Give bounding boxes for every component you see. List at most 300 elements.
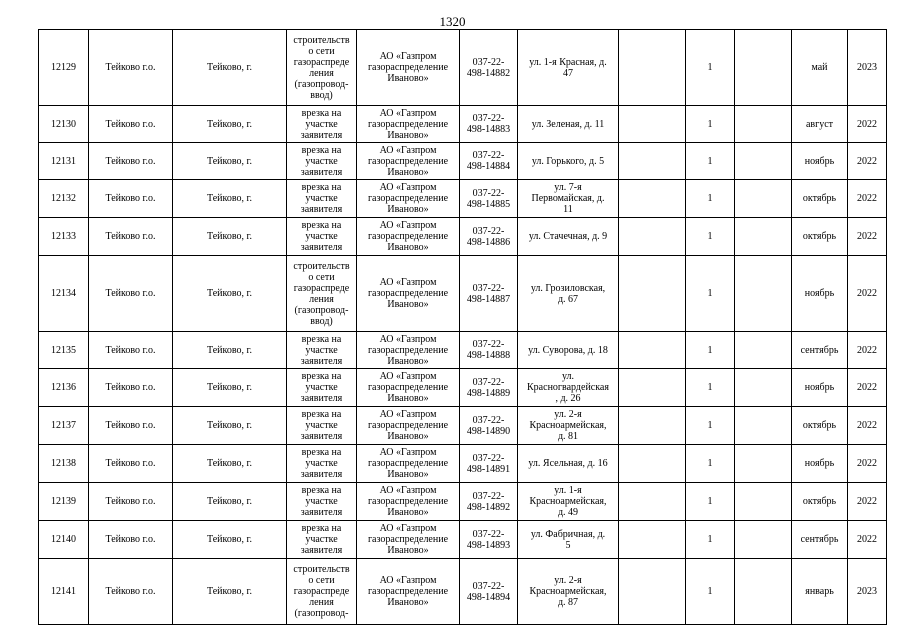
work-type-cell-text: врезка на участке заявителя: [300, 523, 343, 556]
year-cell: [848, 106, 887, 143]
address-cell: [518, 445, 619, 483]
table-row: [39, 106, 887, 143]
row-number-text: 12134: [51, 288, 76, 299]
empty-cell: [619, 483, 686, 521]
work-type-cell-text: врезка на участке заявителя: [300, 447, 343, 480]
count-cell-text: 1: [707, 382, 713, 393]
address-cell-text: ул. 2-я Красноармейская, д. 81: [529, 409, 607, 442]
row-number-text: 12137: [51, 420, 76, 431]
table-row: [39, 369, 887, 407]
code-cell-text: 037-22- 498-14885: [466, 187, 511, 210]
district-cell: [89, 445, 173, 483]
district-cell-text: Тейково г.о.: [105, 496, 156, 507]
work-type-cell-text: врезка на участке заявителя: [300, 371, 343, 404]
address-cell: [518, 218, 619, 256]
code-cell: [460, 106, 518, 143]
locality-cell-text: Тейково, г.: [207, 288, 252, 299]
district-cell: [89, 407, 173, 445]
work-type-cell: [287, 559, 357, 625]
month-cell-text: сентябрь: [800, 344, 839, 356]
code-cell: [460, 369, 518, 407]
locality-cell-text: Тейково, г.: [207, 155, 252, 167]
code-cell: [460, 143, 518, 180]
month-cell-text: октябрь: [802, 496, 837, 507]
code-cell: [460, 218, 518, 256]
empty-cell: [619, 559, 686, 625]
organization-cell: [357, 30, 460, 106]
count-cell-text: 1: [707, 231, 713, 242]
organization-cell: [357, 483, 460, 521]
count-cell-text: 1: [707, 288, 713, 299]
year-cell-text: 2022: [857, 458, 877, 469]
registry-table: [38, 29, 887, 625]
work-type-cell-text: врезка на участке заявителя: [300, 409, 343, 442]
count-cell: [686, 407, 735, 445]
count-cell: [686, 559, 735, 625]
code-cell-text: 037-22- 498-14884: [466, 150, 511, 172]
code-cell: [460, 483, 518, 521]
year-cell: [848, 218, 887, 256]
locality-cell-text: Тейково, г.: [207, 496, 252, 507]
address-cell-text: ул. Горького, д. 5: [531, 155, 605, 167]
work-type-cell: [287, 369, 357, 407]
district-cell-text: Тейково г.о.: [105, 458, 156, 469]
organization-cell-text: АО «Газпром газораспределение Иваново»: [367, 144, 449, 178]
empty-cell: [735, 106, 792, 143]
organization-cell-text: АО «Газпром газораспределение Иваново»: [367, 523, 449, 556]
empty-cell: [619, 218, 686, 256]
organization-cell-text: АО «Газпром газораспределение Иваново»: [367, 182, 449, 215]
work-type-cell-text: врезка на участке заявителя: [300, 182, 343, 215]
row-number: [39, 180, 89, 218]
code-cell-text: 037-22- 498-14886: [466, 225, 511, 248]
locality-cell: [173, 332, 287, 369]
address-cell-text: ул. Грозиловская, д. 67: [530, 282, 606, 305]
locality-cell: [173, 407, 287, 445]
table-row: [39, 332, 887, 369]
month-cell: [792, 256, 848, 332]
table-row: [39, 30, 887, 106]
organization-cell: [357, 521, 460, 559]
month-cell: [792, 218, 848, 256]
locality-cell: [173, 180, 287, 218]
count-cell: [686, 143, 735, 180]
empty-cell: [619, 369, 686, 407]
code-cell-text: 037-22- 498-14890: [466, 414, 511, 437]
row-number-text: 12133: [51, 231, 76, 242]
year-cell-text: 2022: [857, 231, 877, 242]
row-number-text: 12129: [51, 62, 76, 73]
row-number: [39, 369, 89, 407]
count-cell: [686, 218, 735, 256]
work-type-cell-text: строительств о сети газораспреде ления (газопровод-: [293, 564, 350, 619]
district-cell-text: Тейково г.о.: [105, 382, 156, 393]
table-body: [39, 30, 887, 625]
row-number-text: 12139: [51, 496, 76, 507]
address-cell: [518, 521, 619, 559]
work-type-cell: [287, 180, 357, 218]
year-cell-text: 2022: [857, 118, 877, 130]
district-cell: [89, 256, 173, 332]
address-cell: [518, 332, 619, 369]
district-cell-text: Тейково г.о.: [105, 231, 156, 242]
organization-cell-text: АО «Газпром газораспределение Иваново»: [367, 447, 449, 480]
month-cell-text: январь: [805, 586, 834, 597]
count-cell-text: 1: [707, 155, 713, 167]
organization-cell: [357, 369, 460, 407]
code-cell: [460, 445, 518, 483]
code-cell: [460, 559, 518, 625]
empty-cell: [735, 521, 792, 559]
empty-cell: [619, 180, 686, 218]
locality-cell: [173, 369, 287, 407]
empty-cell: [735, 143, 792, 180]
address-cell: [518, 30, 619, 106]
work-type-cell-text: врезка на участке заявителя: [300, 144, 343, 178]
month-cell-text: ноябрь: [804, 288, 835, 299]
work-type-cell: [287, 332, 357, 369]
code-cell: [460, 407, 518, 445]
address-cell-text: ул. Стачечная, д. 9: [528, 231, 608, 242]
address-cell-text: ул. Суворова, д. 18: [528, 344, 608, 356]
month-cell: [792, 445, 848, 483]
row-number: [39, 106, 89, 143]
year-cell-text: 2022: [857, 420, 877, 431]
month-cell-text: ноябрь: [804, 155, 835, 167]
address-cell-text: ул. 1-я Красноармейская, д. 49: [529, 485, 607, 518]
year-cell: [848, 559, 887, 625]
code-cell: [460, 256, 518, 332]
work-type-cell: [287, 483, 357, 521]
month-cell-text: октябрь: [802, 231, 837, 242]
organization-cell: [357, 445, 460, 483]
month-cell: [792, 521, 848, 559]
empty-cell: [735, 256, 792, 332]
code-cell-text: 037-22- 498-14882: [466, 56, 511, 79]
code-cell: [460, 332, 518, 369]
year-cell-text: 2022: [857, 155, 877, 167]
code-cell-text: 037-22- 498-14887: [466, 282, 511, 305]
table-row: [39, 445, 887, 483]
locality-cell-text: Тейково, г.: [207, 118, 252, 130]
code-cell-text: 037-22- 498-14888: [466, 339, 511, 361]
count-cell: [686, 180, 735, 218]
district-cell: [89, 559, 173, 625]
code-cell-text: 037-22- 498-14894: [466, 580, 511, 603]
locality-cell: [173, 106, 287, 143]
organization-cell-text: АО «Газпром газораспределение Иваново»: [367, 371, 449, 404]
count-cell-text: 1: [707, 344, 713, 356]
work-type-cell-text: врезка на участке заявителя: [300, 220, 343, 253]
district-cell: [89, 143, 173, 180]
month-cell-text: ноябрь: [804, 382, 835, 393]
year-cell-text: 2023: [857, 62, 877, 73]
organization-cell-text: АО «Газпром газораспределение Иваново»: [367, 51, 449, 84]
district-cell: [89, 521, 173, 559]
work-type-cell: [287, 256, 357, 332]
district-cell-text: Тейково г.о.: [105, 193, 156, 204]
code-cell-text: 037-22- 498-14891: [466, 452, 511, 475]
district-cell: [89, 332, 173, 369]
locality-cell-text: Тейково, г.: [207, 193, 252, 204]
district-cell: [89, 180, 173, 218]
row-number-text: 12131: [51, 155, 76, 167]
work-type-cell: [287, 521, 357, 559]
organization-cell: [357, 106, 460, 143]
empty-cell: [619, 256, 686, 332]
row-number: [39, 256, 89, 332]
row-number-text: 12138: [51, 458, 76, 469]
locality-cell-text: Тейково, г.: [207, 344, 252, 356]
table-row: [39, 256, 887, 332]
month-cell-text: ноябрь: [804, 458, 835, 469]
code-cell-text: 037-22- 498-14889: [466, 376, 511, 399]
empty-cell: [619, 332, 686, 369]
year-cell-text: 2022: [857, 344, 877, 356]
locality-cell: [173, 483, 287, 521]
organization-cell: [357, 407, 460, 445]
count-cell-text: 1: [707, 62, 713, 73]
address-cell: [518, 559, 619, 625]
address-cell: [518, 369, 619, 407]
count-cell: [686, 106, 735, 143]
year-cell-text: 2022: [857, 288, 877, 299]
work-type-cell: [287, 407, 357, 445]
work-type-cell: [287, 143, 357, 180]
year-cell: [848, 256, 887, 332]
address-cell-text: ул. 1-я Красная, д. 47: [529, 56, 607, 79]
work-type-cell: [287, 218, 357, 256]
locality-cell-text: Тейково, г.: [207, 458, 252, 469]
month-cell: [792, 332, 848, 369]
address-cell: [518, 256, 619, 332]
district-cell-text: Тейково г.о.: [105, 62, 156, 73]
count-cell: [686, 521, 735, 559]
table-row: [39, 218, 887, 256]
code-cell: [460, 30, 518, 106]
row-number-text: 12140: [51, 534, 76, 545]
count-cell: [686, 332, 735, 369]
work-type-cell-text: строительств о сети газораспреде ления (газопровод- ввод): [293, 260, 350, 327]
locality-cell: [173, 256, 287, 332]
row-number: [39, 332, 89, 369]
year-cell-text: 2022: [857, 382, 877, 393]
address-cell-text: ул. 7-я Первомайская, д. 11: [531, 182, 605, 215]
row-number-text: 12141: [51, 586, 76, 597]
address-cell-text: ул. Ясельная, д. 16: [528, 458, 608, 469]
row-number: [39, 407, 89, 445]
empty-cell: [735, 180, 792, 218]
locality-cell-text: Тейково, г.: [207, 420, 252, 431]
locality-cell-text: Тейково, г.: [207, 534, 252, 545]
organization-cell: [357, 218, 460, 256]
year-cell-text: 2022: [857, 496, 877, 507]
locality-cell-text: Тейково, г.: [207, 586, 252, 597]
year-cell: [848, 332, 887, 369]
count-cell: [686, 445, 735, 483]
address-cell: [518, 143, 619, 180]
locality-cell: [173, 521, 287, 559]
work-type-cell: [287, 445, 357, 483]
work-type-cell-text: врезка на участке заявителя: [300, 485, 343, 518]
district-cell: [89, 106, 173, 143]
month-cell: [792, 407, 848, 445]
year-cell: [848, 445, 887, 483]
organization-cell-text: АО «Газпром газораспределение Иваново»: [367, 220, 449, 253]
locality-cell: [173, 218, 287, 256]
locality-cell: [173, 559, 287, 625]
month-cell: [792, 30, 848, 106]
organization-cell-text: АО «Газпром газораспределение Иваново»: [367, 575, 449, 608]
table-row: [39, 143, 887, 180]
code-cell: [460, 521, 518, 559]
page-number: 1320: [439, 14, 466, 29]
empty-cell: [735, 332, 792, 369]
month-cell-text: май: [811, 62, 828, 73]
address-cell: [518, 407, 619, 445]
month-cell-text: сентябрь: [800, 534, 839, 545]
district-cell: [89, 369, 173, 407]
month-cell: [792, 483, 848, 521]
locality-cell: [173, 143, 287, 180]
month-cell-text: август: [805, 118, 834, 130]
code-cell-text: 037-22- 498-14892: [466, 490, 511, 513]
count-cell-text: 1: [707, 420, 713, 431]
district-cell-text: Тейково г.о.: [105, 118, 156, 130]
count-cell-text: 1: [707, 534, 713, 545]
empty-cell: [619, 521, 686, 559]
row-number: [39, 30, 89, 106]
year-cell-text: 2022: [857, 193, 877, 204]
row-number-text: 12132: [51, 193, 76, 204]
district-cell-text: Тейково г.о.: [105, 344, 156, 356]
year-cell: [848, 180, 887, 218]
locality-cell-text: Тейково, г.: [207, 231, 252, 242]
address-cell: [518, 483, 619, 521]
table-row: [39, 559, 887, 625]
count-cell-text: 1: [707, 118, 713, 130]
organization-cell-text: АО «Газпром газораспределение Иваново»: [367, 333, 449, 367]
address-cell: [518, 180, 619, 218]
empty-cell: [735, 218, 792, 256]
district-cell-text: Тейково г.о.: [105, 586, 156, 597]
work-type-cell-text: врезка на участке заявителя: [300, 107, 343, 141]
organization-cell: [357, 256, 460, 332]
empty-cell: [735, 407, 792, 445]
month-cell: [792, 559, 848, 625]
district-cell-text: Тейково г.о.: [105, 288, 156, 299]
row-number: [39, 143, 89, 180]
organization-cell-text: АО «Газпром газораспределение Иваново»: [367, 485, 449, 518]
address-cell-text: ул. 2-я Красноармейская, д. 87: [529, 575, 607, 608]
month-cell: [792, 180, 848, 218]
table-row: [39, 407, 887, 445]
empty-cell: [735, 483, 792, 521]
empty-cell: [735, 369, 792, 407]
organization-cell-text: АО «Газпром газораспределение Иваново»: [367, 107, 449, 141]
year-cell-text: 2023: [857, 586, 877, 597]
district-cell-text: Тейково г.о.: [105, 155, 156, 167]
locality-cell-text: Тейково, г.: [207, 62, 252, 73]
district-cell: [89, 30, 173, 106]
count-cell: [686, 30, 735, 106]
month-cell: [792, 369, 848, 407]
work-type-cell: [287, 30, 357, 106]
year-cell-text: 2022: [857, 534, 877, 545]
year-cell: [848, 30, 887, 106]
empty-cell: [735, 445, 792, 483]
empty-cell: [735, 30, 792, 106]
month-cell-text: октябрь: [802, 420, 837, 431]
district-cell: [89, 483, 173, 521]
code-cell: [460, 180, 518, 218]
empty-cell: [619, 106, 686, 143]
count-cell-text: 1: [707, 586, 713, 597]
organization-cell: [357, 559, 460, 625]
locality-cell: [173, 445, 287, 483]
locality-cell-text: Тейково, г.: [207, 382, 252, 393]
empty-cell: [619, 445, 686, 483]
organization-cell: [357, 332, 460, 369]
empty-cell: [619, 407, 686, 445]
address-cell-text: ул. Зеленая, д. 11: [531, 118, 605, 130]
year-cell: [848, 143, 887, 180]
year-cell: [848, 521, 887, 559]
month-cell: [792, 106, 848, 143]
count-cell-text: 1: [707, 458, 713, 469]
row-number: [39, 218, 89, 256]
code-cell-text: 037-22- 498-14893: [466, 528, 511, 551]
district-cell: [89, 218, 173, 256]
table-row: [39, 521, 887, 559]
count-cell: [686, 256, 735, 332]
row-number: [39, 483, 89, 521]
count-cell: [686, 369, 735, 407]
address-cell: [518, 106, 619, 143]
month-cell: [792, 143, 848, 180]
empty-cell: [735, 559, 792, 625]
work-type-cell-text: врезка на участке заявителя: [300, 333, 343, 367]
year-cell: [848, 483, 887, 521]
district-cell-text: Тейково г.о.: [105, 420, 156, 431]
count-cell: [686, 483, 735, 521]
year-cell: [848, 407, 887, 445]
organization-cell: [357, 180, 460, 218]
organization-cell-text: АО «Газпром газораспределение Иваново»: [367, 277, 449, 310]
row-number: [39, 559, 89, 625]
row-number-text: 12130: [51, 118, 76, 130]
month-cell-text: октябрь: [802, 193, 837, 204]
table-row: [39, 483, 887, 521]
row-number-text: 12136: [51, 382, 76, 393]
year-cell: [848, 369, 887, 407]
count-cell-text: 1: [707, 193, 713, 204]
district-cell-text: Тейково г.о.: [105, 534, 156, 545]
address-cell-text: ул. Фабричная, д. 5: [530, 528, 606, 551]
work-type-cell: [287, 106, 357, 143]
empty-cell: [619, 143, 686, 180]
organization-cell-text: АО «Газпром газораспределение Иваново»: [367, 409, 449, 442]
organization-cell: [357, 143, 460, 180]
row-number-text: 12135: [51, 344, 76, 356]
row-number: [39, 521, 89, 559]
locality-cell: [173, 30, 287, 106]
address-cell-text: ул. Красногвардейская , д. 26: [527, 371, 609, 404]
count-cell-text: 1: [707, 496, 713, 507]
table-row: [39, 180, 887, 218]
work-type-cell-text: строительств о сети газораспреде ления (газопровод- ввод): [293, 34, 350, 101]
code-cell-text: 037-22- 498-14883: [466, 113, 511, 135]
